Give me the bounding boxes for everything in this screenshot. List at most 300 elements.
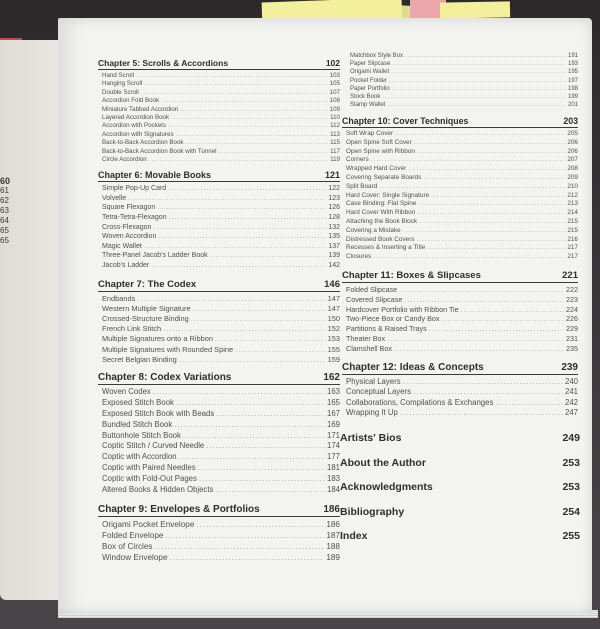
toc-chapter [342, 270, 578, 354]
toc-entry-page: 214 [567, 209, 578, 217]
toc-entry-title: Distressed Book Covers [346, 235, 415, 243]
leader-dots [186, 139, 329, 147]
toc-entry-title: Hardcover Portfolio with Ribbon Tie [346, 304, 459, 314]
toc-entry-page: 171 [326, 430, 340, 440]
leader-dots [408, 165, 565, 174]
toc-entry [98, 334, 340, 344]
chapter-page: 239 [561, 361, 578, 373]
chapter-heading [98, 170, 340, 182]
leader-dots [418, 200, 565, 209]
toc-chapter [98, 504, 340, 564]
toc-entry-page: 119 [330, 155, 340, 163]
toc-left-column [98, 58, 340, 564]
toc-entry [342, 183, 578, 192]
toc-entry-page: 184 [326, 484, 340, 494]
toc-entry-title: Square Flexagon [102, 204, 156, 212]
chapter-heading [98, 279, 340, 292]
back-matter-page: 253 [562, 481, 580, 493]
toc-entry-page: 187 [326, 531, 340, 541]
toc-entry-page: 193 [567, 61, 578, 68]
toc-entry-title: Coptic with Fold-Out Pages [102, 474, 197, 484]
leader-dots [417, 209, 565, 218]
toc-entry-page: 159 [327, 354, 340, 364]
chapter-heading [342, 116, 578, 128]
toc-entry-page: 155 [327, 344, 340, 354]
toc-entry-title: Stock Book [350, 93, 381, 100]
toc-entry-page: 191 [567, 53, 578, 59]
leader-dots [382, 93, 566, 101]
leader-dots [141, 89, 328, 97]
left-page-number: 64 [0, 216, 9, 225]
toc-entry-title: Layered Accordion Book [102, 113, 170, 121]
leader-dots [392, 85, 566, 93]
leader-dots [413, 387, 563, 398]
leader-dots [137, 294, 325, 304]
toc-entry [98, 530, 340, 541]
leader-dots [199, 474, 325, 485]
toc-entry [98, 314, 340, 324]
leader-dots [403, 377, 563, 388]
toc-entry [342, 148, 578, 157]
toc-entry-title: Matchbox Style Box [350, 53, 404, 59]
leader-dots [400, 408, 563, 419]
toc-entry-page: 198 [567, 85, 578, 92]
toc-entry [98, 89, 340, 97]
toc-entry-title: Wrapped Hard Cover [346, 165, 407, 173]
back-matter-item [340, 457, 580, 482]
leader-dots [404, 295, 564, 305]
toc-entry-page: 241 [564, 387, 578, 397]
toc-entry-title: Simple Pop-Up Card [102, 185, 167, 193]
leader-dots [419, 218, 565, 227]
toc-entry-title: Conceptual Layers [346, 387, 412, 397]
toc-entry-page: 112 [330, 122, 340, 130]
left-page-number: 65 [0, 226, 9, 235]
toc-entry [342, 209, 578, 218]
toc-entry [342, 334, 578, 344]
toc-entry [342, 253, 578, 262]
leader-dots [394, 344, 564, 354]
back-matter-item [340, 432, 580, 457]
leader-dots [392, 60, 566, 68]
leader-dots [198, 463, 325, 474]
toc-entry-page: 222 [566, 284, 578, 294]
toc-entry-title: Theater Box [346, 333, 386, 343]
toc-entry-title: Woven Codex [102, 386, 151, 396]
leader-dots [391, 68, 566, 76]
toc-entry [98, 194, 340, 204]
back-matter-title: Index [340, 530, 368, 542]
toc-entry-title: Hanging Scroll [102, 80, 143, 88]
leader-dots [379, 183, 565, 192]
toc-entry-page: 216 [567, 235, 578, 243]
leader-dots [461, 305, 564, 315]
back-matter-page: 255 [562, 530, 580, 542]
toc-entry-page: 105 [329, 80, 340, 88]
toc-entry-title: Double Scroll [102, 88, 139, 96]
toc-entry [98, 72, 340, 80]
toc-entry-page: 207 [567, 156, 578, 164]
leader-dots [180, 106, 327, 114]
toc-entry-page: 147 [327, 293, 340, 303]
toc-back-matter [340, 432, 580, 555]
chapter-page: 203 [563, 116, 578, 126]
leader-dots [235, 345, 326, 355]
toc-entry-title: Hard Cover: Single Signature [346, 191, 430, 199]
toc-entry-title: Crossed-Structure Binding [102, 314, 189, 324]
toc-entry-title: Buttonhole Stitch Book [102, 430, 181, 440]
back-matter-page: 254 [562, 505, 580, 518]
toc-entry [98, 463, 340, 474]
toc-entry-page: 247 [564, 408, 578, 418]
toc-entry [98, 441, 340, 452]
toc-entry [98, 552, 340, 563]
toc-entry-page: 152 [327, 324, 340, 334]
toc-entry-title: Circle Accordion [102, 155, 147, 163]
toc-entry [342, 344, 578, 354]
chapter-title: Chapter 12: Ideas & Concepts [342, 361, 484, 373]
toc-entry-page: 242 [564, 397, 578, 407]
toc-entry-title: Back-to-Back Accordion Book [102, 139, 184, 147]
toc-entry-page: 208 [567, 165, 578, 173]
leader-dots [414, 139, 566, 148]
toc-chapter [98, 58, 340, 164]
toc-entry-page: 217 [567, 244, 578, 252]
toc-entry-page: 177 [326, 452, 340, 462]
toc-entry [342, 218, 578, 227]
toc-entry [342, 244, 578, 253]
toc-entry-title: Altered Books & Hidden Objects [102, 484, 214, 494]
toc-entry [98, 324, 340, 334]
toc-entry-title: Accordion with Signatures [102, 130, 174, 138]
toc-entry-page: 110 [330, 113, 340, 121]
toc-entry-page: 223 [566, 294, 578, 304]
leader-dots [183, 431, 325, 442]
chapter-page: 121 [324, 170, 340, 181]
toc-entry [350, 68, 578, 76]
back-matter-title: Acknowledgments [340, 481, 433, 493]
toc-entry [342, 398, 578, 409]
leader-dots [169, 213, 327, 223]
toc-entry [342, 295, 578, 305]
leader-dots [373, 253, 565, 262]
toc-entry-page: 188 [326, 542, 340, 552]
toc-entry [342, 305, 578, 315]
toc-entry-title: Corners [346, 156, 369, 164]
leader-dots [399, 285, 564, 295]
leader-dots [168, 184, 326, 194]
toc-entry-title: Jacob's Ladder [102, 262, 150, 270]
toc-entry [98, 184, 340, 194]
leader-dots [153, 223, 326, 233]
leader-dots [191, 314, 326, 324]
leader-dots [151, 261, 326, 271]
leader-dots [441, 314, 564, 324]
toc-entry-title: Accordion Fold Book [102, 97, 160, 105]
toc-entry [342, 236, 578, 245]
leader-dots [136, 72, 328, 80]
leader-dots [196, 519, 324, 530]
toc-entry-page: 109 [329, 105, 340, 113]
toc-entry [98, 304, 340, 314]
leader-dots [431, 192, 565, 201]
leader-dots [179, 355, 326, 365]
toc-entry-title: Paper Portfolio [350, 85, 390, 92]
toc-entry-page: 235 [566, 343, 578, 353]
toc-entry [342, 387, 578, 398]
chapter-title: Chapter 5: Scrolls & Accordions [98, 58, 229, 68]
toc-entry-title: Closures [346, 253, 372, 261]
toc-entry-page: 186 [326, 519, 340, 529]
leader-dots [176, 131, 329, 139]
toc-entry [98, 114, 340, 122]
toc-entry-title: Bundled Stitch Book [102, 419, 173, 429]
toc-entry [342, 227, 578, 236]
chapter-title: Chapter 11: Boxes & Slipcases [342, 269, 481, 281]
toc-entry-title: Two-Piece Box or Candy Box [346, 314, 440, 324]
toc-entry-title: Soft Wrap Cover [346, 130, 394, 137]
toc-entry-page: 231 [566, 333, 578, 343]
leader-dots [219, 148, 329, 156]
toc-entry-page: 197 [567, 77, 578, 84]
toc-entry-page: 165 [326, 397, 340, 407]
leader-dots [179, 452, 325, 463]
toc-entry [350, 101, 578, 109]
leader-dots [417, 148, 565, 157]
leader-dots [389, 77, 566, 85]
toc-entry-title: Magic Wallet [102, 242, 142, 250]
toc-entry [98, 541, 340, 552]
toc-entry-title: Western Multiple Signature [102, 303, 191, 313]
leader-dots [495, 398, 563, 409]
toc-entry-title: Coptic Stitch / Curved Needle [102, 441, 205, 451]
toc-entry [98, 232, 340, 242]
leader-dots [163, 324, 326, 334]
leader-dots [371, 156, 566, 165]
left-page-number: 62 [0, 196, 9, 205]
leader-dots [144, 80, 327, 88]
toc-entry-title: Origami Wallet [350, 69, 390, 76]
toc-entry [98, 223, 340, 233]
toc-entry-page: 142 [328, 262, 340, 270]
toc-entry-title: Hard Cover With Ribbon [346, 209, 416, 217]
toc-entry [350, 93, 578, 101]
toc-chapter [98, 372, 340, 496]
toc-entry [98, 156, 340, 164]
toc-entry-page: 183 [326, 474, 340, 484]
toc-entry-page: 108 [329, 97, 340, 105]
toc-entry-title: Back-to-Back Accordion Book with Tunnel [102, 147, 217, 155]
leader-dots [176, 398, 325, 409]
toc-entry-title: Split Board [346, 182, 378, 190]
back-matter-title: Bibliography [340, 505, 405, 518]
chapter-title: Chapter 10: Cover Techniques [342, 116, 469, 126]
toc-entry-page: 163 [326, 386, 340, 396]
leader-dots [174, 420, 325, 431]
toc-entry-page: 215 [567, 226, 578, 234]
toc-entry-page: 226 [566, 314, 578, 324]
leader-dots [165, 530, 324, 541]
chapter-heading [342, 270, 578, 283]
toc-entry-page: 206 [567, 147, 578, 155]
toc-entry [342, 165, 578, 174]
leader-dots [170, 552, 325, 563]
toc-entry-title: Case Binding: Flat Spine [346, 200, 417, 208]
leader-dots [158, 232, 326, 242]
toc-entry-page: 132 [328, 223, 340, 231]
toc-chapter [98, 279, 340, 365]
chapter-title: Chapter 9: Envelopes & Portfolios [98, 503, 260, 515]
toc-entry [98, 345, 340, 355]
toc-entry [342, 314, 578, 324]
toc-entry [98, 519, 340, 530]
toc-entry [98, 203, 340, 213]
left-page-number: 63 [0, 206, 9, 215]
toc-entry-page: 123 [328, 194, 340, 202]
leader-dots [423, 174, 565, 183]
left-page-number: 65 [0, 236, 9, 245]
toc-entry [98, 355, 340, 365]
toc-entry [350, 77, 578, 85]
chapter-page: 162 [323, 371, 340, 383]
toc-entry-page: 135 [328, 233, 340, 241]
back-matter-title: Artists' Bios [340, 432, 402, 444]
toc-entry-title: Exposed Stitch Book with Beads [102, 408, 215, 418]
toc-entry-title: Stamp Wallet [350, 102, 386, 109]
toc-entry [342, 377, 578, 388]
leader-dots [168, 122, 328, 130]
toc-entry-page: 209 [567, 173, 578, 181]
toc-entry-title: Woven Accordion [102, 233, 157, 241]
toc-entry-page: 113 [330, 130, 340, 138]
leader-dots [206, 441, 325, 452]
toc-entry-title: Coptic with Accordion [102, 452, 177, 462]
leader-dots [161, 97, 328, 105]
toc-entry [342, 192, 578, 201]
toc-entry [350, 52, 578, 60]
toc-entry-page: 206 [567, 138, 578, 146]
toc-entry [98, 294, 340, 304]
toc-entry-page: 174 [326, 441, 340, 451]
chapter-page: 146 [324, 278, 340, 290]
toc-entry [98, 431, 340, 442]
leader-dots [215, 334, 326, 344]
toc-entry [342, 200, 578, 209]
leader-dots [427, 244, 565, 253]
chapter-page: 186 [323, 503, 340, 515]
leader-dots [128, 194, 326, 204]
toc-entry [350, 85, 578, 93]
toc-entry-page: 103 [329, 72, 340, 79]
toc-entry-page: 215 [567, 217, 578, 225]
toc-entry-title: Attaching the Book Block [346, 217, 418, 225]
left-page-number: 60 [0, 176, 11, 186]
toc-right-column [342, 116, 578, 419]
toc-entry-page: 150 [327, 314, 340, 324]
toc-chapter [342, 116, 578, 262]
toc-entry-page: 189 [326, 553, 340, 563]
toc-entry [342, 408, 578, 419]
toc-entry-title: Pocket Folder [350, 77, 388, 84]
leader-dots [193, 304, 326, 314]
toc-entry [98, 452, 340, 463]
toc-entry [98, 485, 340, 496]
toc-entry-page: 201 [567, 102, 578, 109]
toc-entry-title: Folded Envelope [102, 531, 164, 541]
toc-entry-page: 205 [567, 130, 578, 137]
toc-entry-title: Clamshell Box [346, 343, 392, 353]
toc-entry-page: 139 [328, 252, 340, 260]
toc-entry-title: Multiple Signatures onto a Ribbon [102, 334, 213, 344]
leader-dots [429, 324, 564, 334]
table-of-contents-page [58, 18, 592, 614]
toc-entry [98, 251, 340, 261]
toc-entry-title: Folded Slipcase [346, 284, 398, 294]
toc-entry [98, 97, 340, 105]
leader-dots [395, 130, 565, 139]
toc-entry [98, 387, 340, 398]
toc-entry [342, 130, 578, 139]
leader-dots [387, 101, 566, 109]
toc-entry [342, 324, 578, 334]
toc-entry-page: 181 [326, 463, 340, 473]
leader-dots [157, 203, 326, 213]
toc-entry-title: Three-Panel Jacob's Ladder Book [102, 252, 208, 260]
toc-entry-title: Paper Slipcase [350, 61, 391, 68]
back-matter-title: About the Author [340, 456, 426, 469]
leader-dots [403, 227, 566, 236]
leader-dots [387, 334, 564, 344]
chapter-page: 102 [325, 58, 340, 68]
toc-entry-title: Covered Slipcase [346, 294, 403, 304]
toc-entry-title: Open Spine Soft Cover [346, 138, 412, 146]
toc-entry-page: 122 [328, 185, 340, 193]
leader-dots [405, 52, 566, 60]
toc-entry [98, 474, 340, 485]
toc-entry [98, 398, 340, 409]
toc-entry-title: Partitions & Raised Trays [346, 324, 427, 334]
chapter-page: 221 [562, 269, 578, 281]
leader-dots [153, 387, 325, 398]
toc-entry-title: Multiple Signatures with Rounded Spine [102, 344, 234, 354]
toc-entry-title: Covering a Mistake [346, 226, 401, 234]
toc-entry-title: Endbands [102, 293, 136, 303]
toc-entry-title: Box of Circles [102, 542, 153, 552]
chapter-heading [342, 362, 578, 375]
toc-entry-page: 224 [566, 304, 578, 314]
toc-entry-page: 210 [567, 182, 578, 190]
toc-entry [350, 60, 578, 68]
toc-entry-page: 199 [567, 93, 578, 100]
back-matter-item [340, 530, 580, 555]
toc-entry-page: 217 [567, 253, 578, 261]
toc-entry-title: Secret Belgian Binding [102, 354, 177, 364]
toc-entry-page: 213 [567, 200, 578, 208]
toc-entry [98, 148, 340, 156]
toc-entry-page: 137 [328, 242, 340, 250]
toc-entry-title: French Link Stitch [102, 324, 162, 334]
toc-entry [98, 139, 340, 147]
toc-entry [98, 122, 340, 130]
toc-entry-page: 195 [567, 69, 578, 76]
chapter-heading [98, 504, 340, 517]
toc-entry-title: Recesses & Inserting a Title [346, 244, 426, 252]
toc-entry-title: Covering Separate Boards [346, 173, 422, 181]
leader-dots [144, 242, 327, 252]
toc-entry-page: 126 [328, 204, 340, 212]
toc-entry-page: 128 [328, 214, 340, 222]
leader-dots [215, 485, 325, 496]
